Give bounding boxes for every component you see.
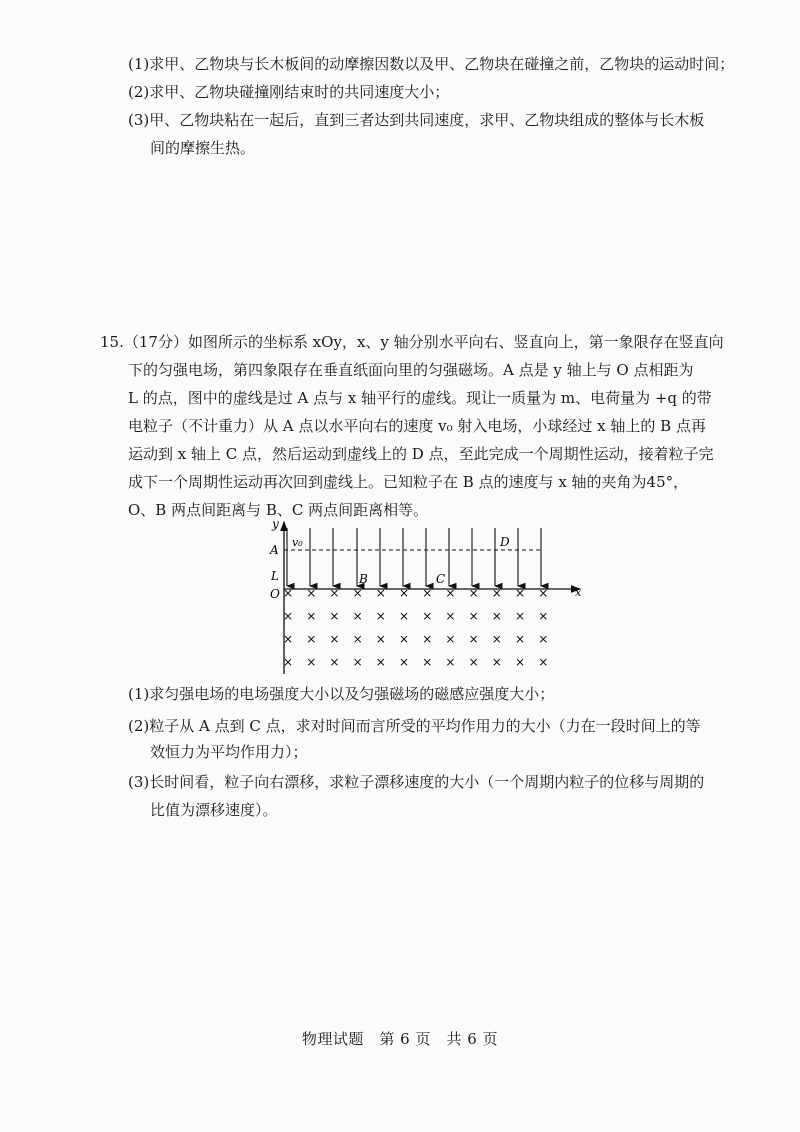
label-C: C xyxy=(436,572,446,586)
cross-mark: × xyxy=(375,609,386,623)
cross-mark: × xyxy=(306,586,317,600)
cross-mark: × xyxy=(283,586,294,600)
page-footer: 物理试题 第 6 页 共 6 页 xyxy=(301,1030,499,1048)
cross-mark: × xyxy=(422,586,433,600)
cross-mark: × xyxy=(329,609,340,623)
label-x: x xyxy=(575,586,582,599)
cross-mark: × xyxy=(538,655,549,669)
label-D: D xyxy=(500,535,510,549)
cross-mark: × xyxy=(352,586,363,600)
q15-stem-line-7: O、B 两点间距离与 B、C 两点间距离相等。 xyxy=(128,501,429,519)
q14-part-3-cont: 间的摩擦生热。 xyxy=(150,139,256,157)
magnetic-field-crosses xyxy=(283,586,548,669)
cross-mark: × xyxy=(399,609,410,623)
cross-mark: × xyxy=(445,586,456,600)
cross-mark: × xyxy=(306,655,317,669)
q14-part-1: (1)求甲、乙物块与长木板间的动摩擦因数以及甲、乙物块在碰撞之前，乙物块的运动时间； xyxy=(128,55,735,73)
q14-part-3: (3)甲、乙物块粘在一起后，直到三者达到共同速度，求甲、乙物块组成的整体与长木板 xyxy=(128,111,705,129)
cross-mark: × xyxy=(468,609,479,623)
q15-part-2: (2)粒子从 A 点到 C 点，求对时间而言所受的平均作用力的大小（力在一段时间上的等 xyxy=(128,717,701,735)
cross-mark: × xyxy=(491,655,502,669)
cross-mark: × xyxy=(445,632,456,646)
cross-mark: × xyxy=(352,655,363,669)
q15-stem-line-1: 15.（17分）如图所示的坐标系 xOy，x、y 轴分别水平向右、竖直向上，第一象限存在竖直向 xyxy=(100,333,724,351)
cross-mark: × xyxy=(329,586,340,600)
cross-mark: × xyxy=(491,586,502,600)
cross-mark: × xyxy=(515,586,526,600)
cross-mark: × xyxy=(283,632,294,646)
cross-mark: × xyxy=(515,655,526,669)
cross-mark: × xyxy=(306,609,317,623)
cross-mark: × xyxy=(468,655,479,669)
q15-stem-line-2: 下的匀强电场，第四象限存在垂直纸面向里的匀强磁场。A 点是 y 轴上与 O 点相距为 xyxy=(128,361,694,379)
cross-mark: × xyxy=(422,632,433,646)
cross-mark: × xyxy=(375,655,386,669)
q15-stem-line-4: 电粒子（不计重力）从 A 点以水平向右的速度 v₀ 射入电场，小球经过 x 轴上的 B 点再 xyxy=(128,417,706,435)
cross-mark: × xyxy=(468,586,479,600)
label-B: B xyxy=(359,572,368,586)
cross-mark: × xyxy=(515,609,526,623)
cross-mark: × xyxy=(283,609,294,623)
cross-mark: × xyxy=(538,632,549,646)
cross-mark: × xyxy=(399,586,410,600)
q15-part-3: (3)长时间看，粒子向右漂移，求粒子漂移速度的大小（一个周期内粒子的位移与周期的 xyxy=(128,773,705,791)
cross-mark: × xyxy=(329,655,340,669)
cross-mark: × xyxy=(375,586,386,600)
cross-mark: × xyxy=(329,632,340,646)
label-v0: v₀ xyxy=(292,536,303,549)
cross-mark: × xyxy=(422,609,433,623)
cross-mark: × xyxy=(352,632,363,646)
cross-mark: × xyxy=(468,632,479,646)
q15-stem-line-6: 成下一个周期性运动再次回到虚线上。已知粒子在 B 点的速度与 x 轴的夹角为45°， xyxy=(128,473,689,491)
cross-mark: × xyxy=(306,632,317,646)
q14-part-2: (2)求甲、乙物块碰撞刚结束时的共同速度大小； xyxy=(128,83,450,101)
label-y: y xyxy=(272,517,279,531)
label-O: O xyxy=(270,587,280,601)
cross-mark: × xyxy=(491,609,502,623)
label-L: L xyxy=(271,569,279,583)
cross-mark: × xyxy=(375,632,386,646)
q15-part-1: (1)求匀强电场的电场强度大小以及匀强磁场的磁感应强度大小； xyxy=(128,685,555,703)
q15-stem-line-5: 运动到 x 轴上 C 点，然后运动到虚线上的 D 点，至此完成一个周期性运动，接着粒子完 xyxy=(128,445,714,463)
field-figure xyxy=(262,516,592,676)
cross-mark: × xyxy=(352,609,363,623)
label-A: A xyxy=(270,543,279,557)
cross-mark: × xyxy=(538,609,549,623)
cross-mark: × xyxy=(399,632,410,646)
cross-mark: × xyxy=(445,609,456,623)
cross-mark: × xyxy=(445,655,456,669)
cross-mark: × xyxy=(538,586,549,600)
cross-mark: × xyxy=(422,655,433,669)
cross-mark: × xyxy=(399,655,410,669)
cross-mark: × xyxy=(515,632,526,646)
q15-stem-line-3: L 的点，图中的虚线是过 A 点与 x 轴平行的虚线。现让一质量为 m、电荷量为 +q 的带 xyxy=(128,389,712,407)
q15-part-2-cont: 效恒力为平均作用力）； xyxy=(150,743,308,761)
cross-mark: × xyxy=(283,655,294,669)
cross-mark: × xyxy=(491,632,502,646)
q15-part-3-cont: 比值为漂移速度）。 xyxy=(150,801,278,819)
